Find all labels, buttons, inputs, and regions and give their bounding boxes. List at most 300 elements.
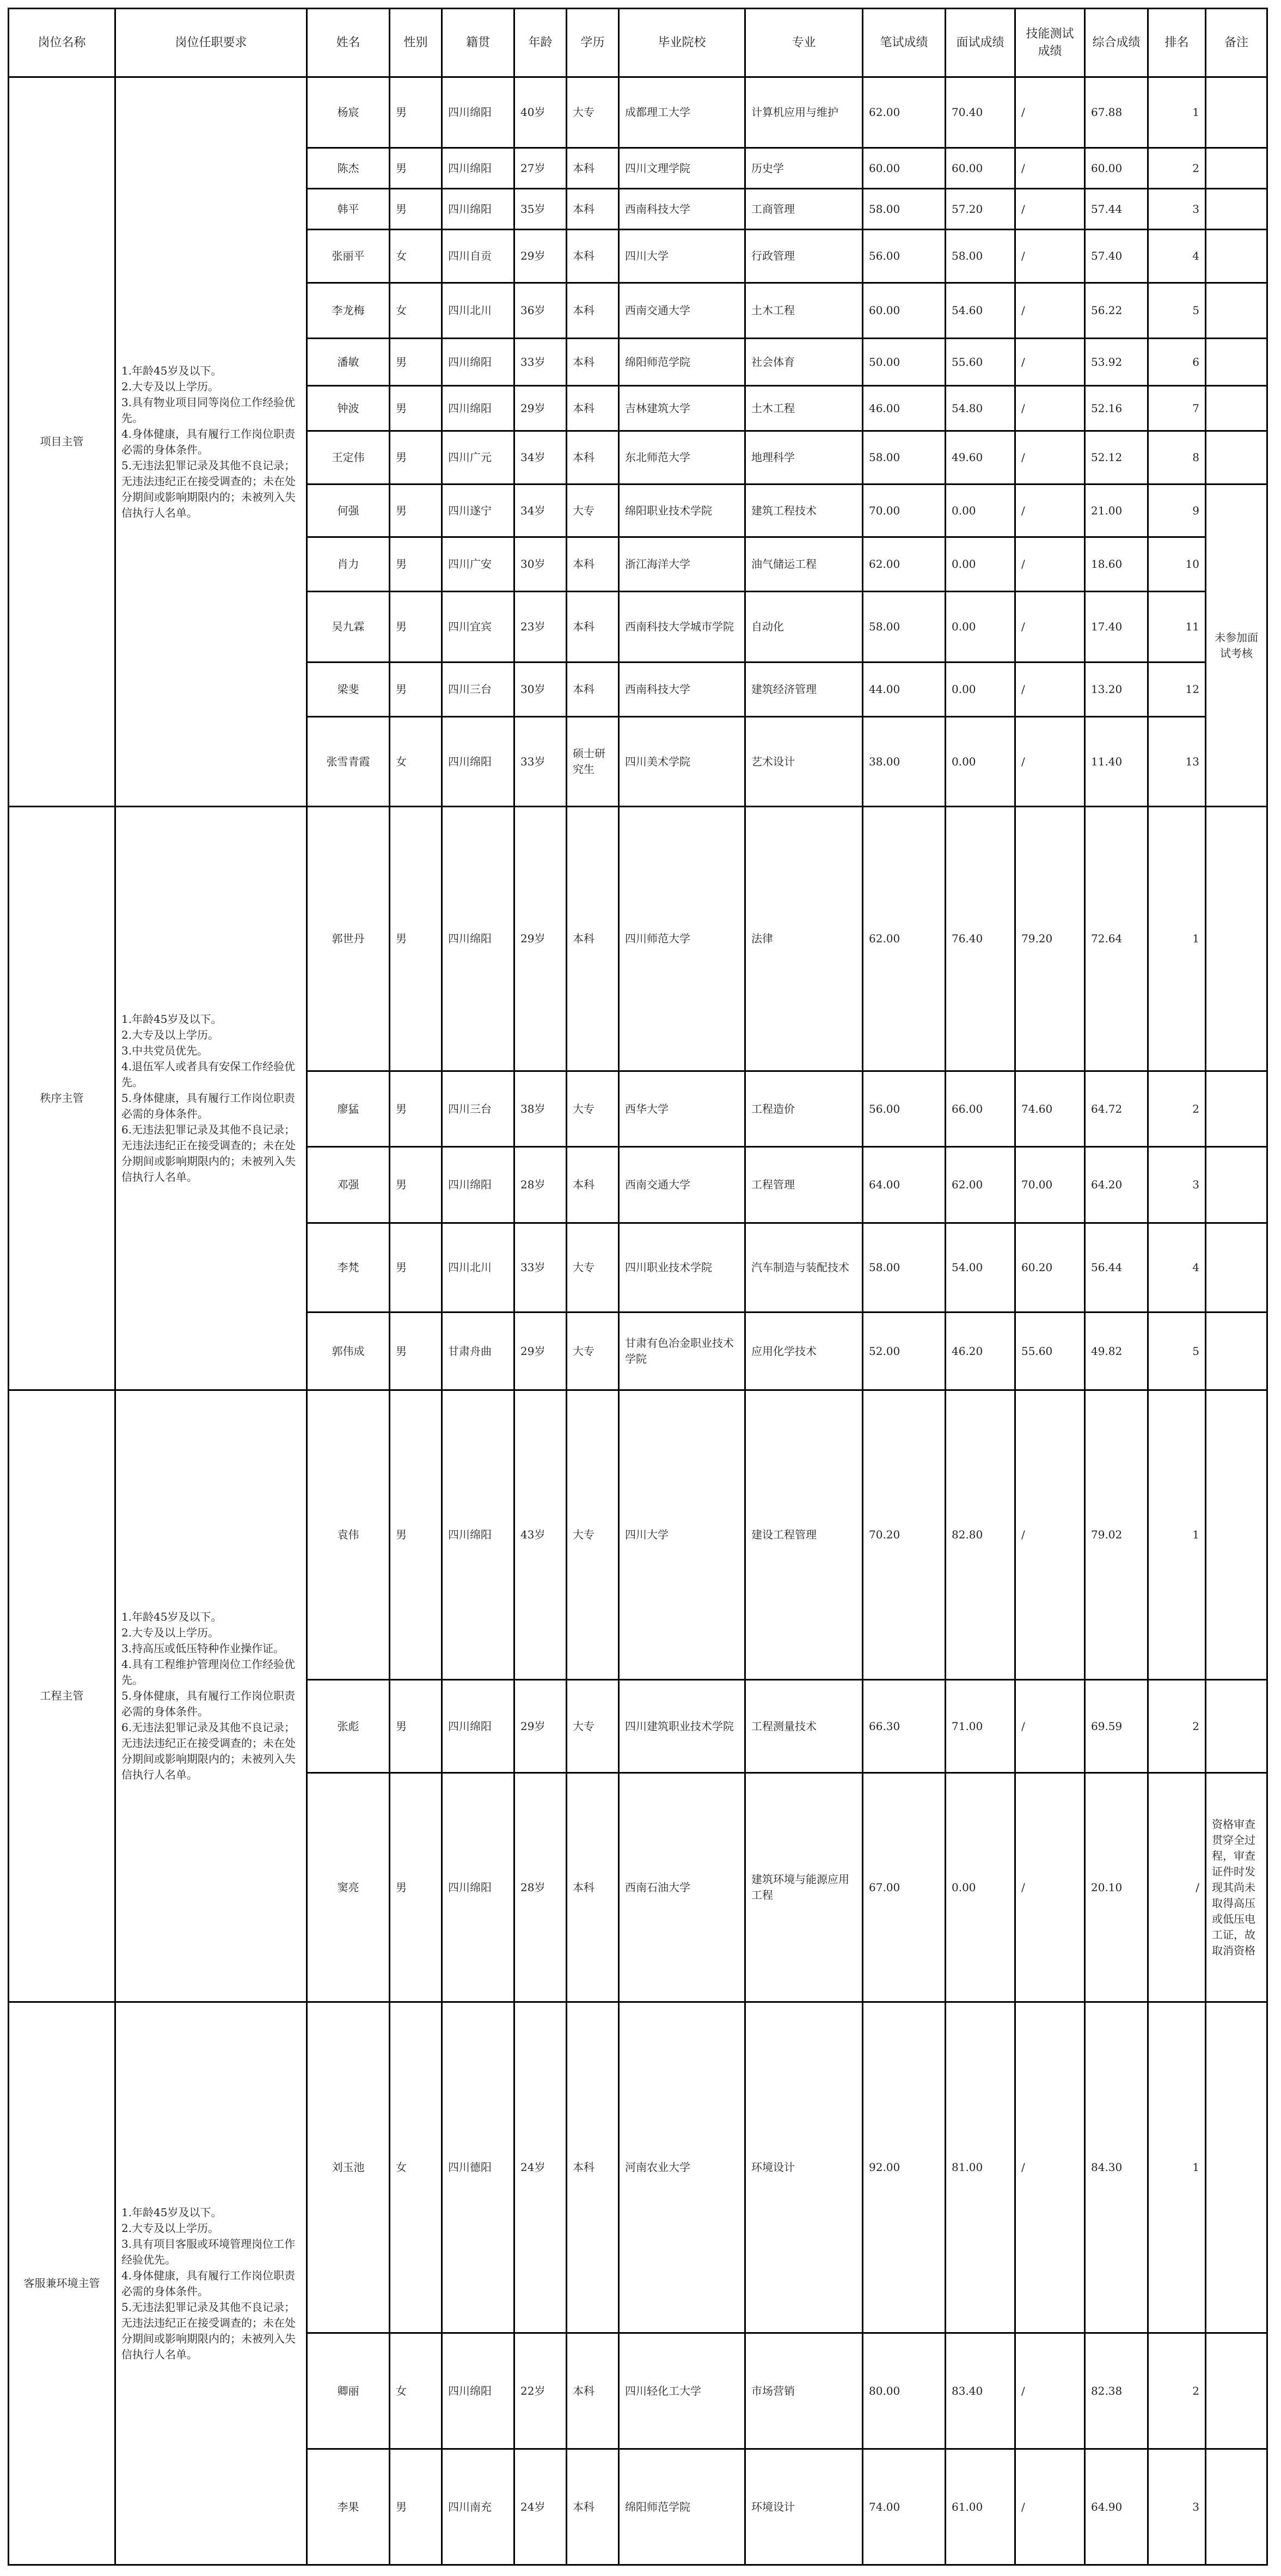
- name-cell: 王定伟: [307, 431, 390, 484]
- written-score-cell: 70.20: [863, 1390, 946, 1680]
- major-cell: 地理科学: [745, 431, 863, 484]
- major-cell: 社会体育: [745, 339, 863, 386]
- interview-score-cell: 54.00: [946, 1223, 1015, 1312]
- school-cell: 绵阳师范学院: [619, 2449, 745, 2565]
- hometown-cell: 四川北川: [442, 283, 514, 339]
- age-cell: 23岁: [514, 592, 567, 663]
- name-cell: 刘玉池: [307, 2002, 390, 2333]
- interview-score-cell: 49.60: [946, 431, 1015, 484]
- col-header-age: 年龄: [514, 9, 567, 77]
- col-header-rank: 排名: [1148, 9, 1206, 77]
- school-cell: 成都理工大学: [619, 77, 745, 148]
- education-cell: 硕士研究生: [567, 717, 619, 807]
- education-cell: 大专: [567, 1071, 619, 1147]
- written-score-cell: 64.00: [863, 1147, 946, 1223]
- written-score-cell: 60.00: [863, 283, 946, 339]
- education-cell: 本科: [567, 592, 619, 663]
- interview-score-cell: 0.00: [946, 663, 1015, 717]
- rank-cell: 7: [1148, 386, 1206, 431]
- skill-score-cell: /: [1015, 592, 1085, 663]
- interview-score-cell: 54.80: [946, 386, 1015, 431]
- requirement-item: 3.中共党员优先。: [121, 1044, 209, 1057]
- name-cell: 李梵: [307, 1223, 390, 1312]
- school-cell: 四川大学: [619, 230, 745, 283]
- note-cell: 资格审查贯穿全过程，审查证件时发现其尚未取得高压或低压电工证，故取消资格: [1206, 1773, 1267, 2002]
- col-header-school: 毕业院校: [619, 9, 745, 77]
- requirement-item: 5.无违法犯罪记录及其他不良记录；无违法违纪正在接受调查的；未在处分期间或影响期限内的；未被列入失信执行人名单。: [121, 2300, 296, 2361]
- name-cell: 陈杰: [307, 148, 390, 189]
- total-score-cell: 79.02: [1085, 1390, 1148, 1680]
- skill-score-cell: /: [1015, 77, 1085, 148]
- name-cell: 李龙梅: [307, 283, 390, 339]
- education-cell: 本科: [567, 663, 619, 717]
- hometown-cell: 四川南充: [442, 2449, 514, 2565]
- rank-cell: 8: [1148, 431, 1206, 484]
- skill-score-cell: /: [1015, 1773, 1085, 2002]
- written-score-cell: 44.00: [863, 663, 946, 717]
- table-row: [9, 1390, 1267, 1680]
- group-note-cell: 未参加面试考核: [1206, 484, 1267, 807]
- gender-cell: 男: [390, 1223, 442, 1312]
- school-cell: 四川建筑职业技术学院: [619, 1680, 745, 1773]
- major-cell: 建筑经济管理: [745, 663, 863, 717]
- name-cell: 张丽平: [307, 230, 390, 283]
- gender-cell: 男: [390, 189, 442, 230]
- requirement-item: 3.持高压或低压特种作业操作证。: [121, 1642, 285, 1655]
- interview-score-cell: 54.60: [946, 283, 1015, 339]
- requirement-item: 4.具有工程维护管理岗位工作经验优先。: [121, 1658, 296, 1686]
- name-cell: 潘敏: [307, 339, 390, 386]
- skill-score-cell: 70.00: [1015, 1147, 1085, 1223]
- interview-score-cell: 82.80: [946, 1390, 1015, 1680]
- name-cell: 李果: [307, 2449, 390, 2565]
- written-score-cell: 58.00: [863, 592, 946, 663]
- gender-cell: 男: [390, 537, 442, 592]
- name-cell: 袁伟: [307, 1390, 390, 1680]
- skill-score-cell: /: [1015, 484, 1085, 537]
- school-cell: 四川大学: [619, 1390, 745, 1680]
- education-cell: 本科: [567, 283, 619, 339]
- age-cell: 28岁: [514, 1773, 567, 2002]
- major-cell: 建筑工程技术: [745, 484, 863, 537]
- requirement-item: 5.无违法犯罪记录及其他不良记录；无违法违纪正在接受调查的；未在处分期间或影响期限内的；未被列入失信执行人名单。: [121, 458, 296, 519]
- skill-score-cell: /: [1015, 2333, 1085, 2449]
- gender-cell: 男: [390, 663, 442, 717]
- total-score-cell: 57.40: [1085, 230, 1148, 283]
- interview-score-cell: 60.00: [946, 148, 1015, 189]
- requirement-item: 6.无违法犯罪记录及其他不良记录；无违法违纪正在接受调查的；未在处分期间或影响期限内的；未被列入失信执行人名单。: [121, 1721, 296, 1781]
- age-cell: 36岁: [514, 283, 567, 339]
- skill-score-cell: /: [1015, 717, 1085, 807]
- school-cell: 四川美术学院: [619, 717, 745, 807]
- education-cell: 本科: [567, 230, 619, 283]
- table-row: [9, 807, 1267, 1071]
- school-cell: 西南科技大学城市学院: [619, 592, 745, 663]
- education-cell: 本科: [567, 431, 619, 484]
- skill-score-cell: /: [1015, 189, 1085, 230]
- gender-cell: 男: [390, 1312, 442, 1390]
- gender-cell: 男: [390, 431, 442, 484]
- written-score-cell: 74.00: [863, 2449, 946, 2565]
- written-score-cell: 38.00: [863, 717, 946, 807]
- total-score-cell: 82.38: [1085, 2333, 1148, 2449]
- skill-score-cell: /: [1015, 386, 1085, 431]
- total-score-cell: 17.40: [1085, 592, 1148, 663]
- rank-cell: 11: [1148, 592, 1206, 663]
- requirements-cell: [115, 807, 307, 1390]
- education-cell: 大专: [567, 1390, 619, 1680]
- age-cell: 34岁: [514, 431, 567, 484]
- school-cell: 东北师范大学: [619, 431, 745, 484]
- skill-score-cell: /: [1015, 1390, 1085, 1680]
- note-cell: [1206, 1680, 1267, 1773]
- gender-cell: 女: [390, 2333, 442, 2449]
- education-cell: 本科: [567, 537, 619, 592]
- note-cell: [1206, 1312, 1267, 1390]
- col-header-interview: 面试成绩: [946, 9, 1015, 77]
- age-cell: 22岁: [514, 2333, 567, 2449]
- hometown-cell: 四川绵阳: [442, 339, 514, 386]
- major-cell: 法律: [745, 807, 863, 1071]
- major-cell: 油气储运工程: [745, 537, 863, 592]
- skill-score-cell: /: [1015, 2449, 1085, 2565]
- name-cell: 邓强: [307, 1147, 390, 1223]
- name-cell: 肖力: [307, 537, 390, 592]
- hometown-cell: 四川绵阳: [442, 807, 514, 1071]
- col-header-written: 笔试成绩: [863, 9, 946, 77]
- hometown-cell: 四川绵阳: [442, 1147, 514, 1223]
- rank-cell: 1: [1148, 77, 1206, 148]
- skill-score-cell: /: [1015, 283, 1085, 339]
- hometown-cell: 四川自贡: [442, 230, 514, 283]
- note-cell: [1206, 77, 1267, 148]
- hometown-cell: 四川绵阳: [442, 1390, 514, 1680]
- interview-score-cell: 76.40: [946, 807, 1015, 1071]
- requirement-item: 4.退伍军人或者具有安保工作经验优先。: [121, 1060, 296, 1089]
- age-cell: 29岁: [514, 386, 567, 431]
- age-cell: 27岁: [514, 148, 567, 189]
- hometown-cell: 四川北川: [442, 1223, 514, 1312]
- gender-cell: 女: [390, 230, 442, 283]
- interview-score-cell: 83.40: [946, 2333, 1015, 2449]
- total-score-cell: 52.12: [1085, 431, 1148, 484]
- table-row: [9, 2002, 1267, 2333]
- skill-score-cell: /: [1015, 663, 1085, 717]
- name-cell: 窦亮: [307, 1773, 390, 2002]
- school-cell: 四川轻化工大学: [619, 2333, 745, 2449]
- requirement-item: 1.年龄45岁及以下。: [121, 2205, 222, 2219]
- hometown-cell: 四川绵阳: [442, 386, 514, 431]
- major-cell: 环境设计: [745, 2002, 863, 2333]
- requirement-item: 2.大专及以上学历。: [121, 1626, 219, 1639]
- interview-score-cell: 71.00: [946, 1680, 1015, 1773]
- skill-score-cell: /: [1015, 148, 1085, 189]
- name-cell: 郭世丹: [307, 807, 390, 1071]
- note-cell: [1206, 2333, 1267, 2449]
- hometown-cell: 四川绵阳: [442, 2333, 514, 2449]
- rank-cell: 9: [1148, 484, 1206, 537]
- age-cell: 29岁: [514, 1680, 567, 1773]
- major-cell: 艺术设计: [745, 717, 863, 807]
- skill-score-cell: 79.20: [1015, 807, 1085, 1071]
- education-cell: 本科: [567, 1773, 619, 2002]
- note-cell: [1206, 148, 1267, 189]
- hometown-cell: 四川广元: [442, 431, 514, 484]
- education-cell: 本科: [567, 807, 619, 1071]
- interview-score-cell: 81.00: [946, 2002, 1015, 2333]
- written-score-cell: 52.00: [863, 1312, 946, 1390]
- major-cell: 行政管理: [745, 230, 863, 283]
- interview-score-cell: 0.00: [946, 717, 1015, 807]
- rank-cell: 4: [1148, 1223, 1206, 1312]
- hometown-cell: 四川德阳: [442, 2002, 514, 2333]
- hometown-cell: 四川广安: [442, 537, 514, 592]
- requirement-item: 2.大专及以上学历。: [121, 2221, 219, 2235]
- requirement-item: 4.身体健康，具有履行工作岗位职责必需的身体条件。: [121, 427, 296, 456]
- header-row: [9, 9, 1267, 77]
- major-cell: 自动化: [745, 592, 863, 663]
- rank-cell: 2: [1148, 148, 1206, 189]
- total-score-cell: 13.20: [1085, 663, 1148, 717]
- total-score-cell: 72.64: [1085, 807, 1148, 1071]
- position-name-cell: 工程主管: [9, 1390, 115, 2002]
- name-cell: 梁斐: [307, 663, 390, 717]
- gender-cell: 男: [390, 386, 442, 431]
- gender-cell: 男: [390, 484, 442, 537]
- written-score-cell: 62.00: [863, 537, 946, 592]
- interview-score-cell: 70.40: [946, 77, 1015, 148]
- age-cell: 24岁: [514, 2449, 567, 2565]
- requirement-item: 3.具有项目客服或环境管理岗位工作经验优先。: [121, 2237, 296, 2266]
- rank-cell: 1: [1148, 1390, 1206, 1680]
- written-score-cell: 70.00: [863, 484, 946, 537]
- skill-score-cell: /: [1015, 339, 1085, 386]
- school-cell: 四川文理学院: [619, 148, 745, 189]
- total-score-cell: 11.40: [1085, 717, 1148, 807]
- note-cell: [1206, 386, 1267, 431]
- major-cell: 环境设计: [745, 2449, 863, 2565]
- gender-cell: 男: [390, 2449, 442, 2565]
- rank-cell: 3: [1148, 2449, 1206, 2565]
- note-cell: [1206, 1147, 1267, 1223]
- school-cell: 四川师范大学: [619, 807, 745, 1071]
- education-cell: 本科: [567, 339, 619, 386]
- major-cell: 土木工程: [745, 283, 863, 339]
- major-cell: 建筑环境与能源应用工程: [745, 1773, 863, 2002]
- total-score-cell: 67.88: [1085, 77, 1148, 148]
- interview-score-cell: 0.00: [946, 484, 1015, 537]
- school-cell: 浙江海洋大学: [619, 537, 745, 592]
- written-score-cell: 92.00: [863, 2002, 946, 2333]
- written-score-cell: 50.00: [863, 339, 946, 386]
- skill-score-cell: /: [1015, 230, 1085, 283]
- position-name-cell: 客服兼环境主管: [9, 2002, 115, 2565]
- education-cell: 大专: [567, 1223, 619, 1312]
- total-score-cell: 56.22: [1085, 283, 1148, 339]
- age-cell: 30岁: [514, 663, 567, 717]
- name-cell: 杨宸: [307, 77, 390, 148]
- interview-score-cell: 0.00: [946, 1773, 1015, 2002]
- major-cell: 汽车制造与装配技术: [745, 1223, 863, 1312]
- major-cell: 工商管理: [745, 189, 863, 230]
- name-cell: 卿丽: [307, 2333, 390, 2449]
- requirements-cell: [115, 2002, 307, 2565]
- major-cell: 市场营销: [745, 2333, 863, 2449]
- school-cell: 四川职业技术学院: [619, 1223, 745, 1312]
- interview-score-cell: 57.20: [946, 189, 1015, 230]
- hometown-cell: 四川三台: [442, 663, 514, 717]
- note-cell: [1206, 1071, 1267, 1147]
- education-cell: 本科: [567, 2002, 619, 2333]
- position-name-cell: 秩序主管: [9, 807, 115, 1390]
- gender-cell: 女: [390, 2002, 442, 2333]
- rank-cell: 1: [1148, 2002, 1206, 2333]
- name-cell: 何强: [307, 484, 390, 537]
- interview-score-cell: 0.00: [946, 537, 1015, 592]
- education-cell: 本科: [567, 2333, 619, 2449]
- hometown-cell: 四川三台: [442, 1071, 514, 1147]
- col-header-education: 学历: [567, 9, 619, 77]
- education-cell: 大专: [567, 484, 619, 537]
- requirements-cell: [115, 1390, 307, 2002]
- major-cell: 工程测量技术: [745, 1680, 863, 1773]
- school-cell: 吉林建筑大学: [619, 386, 745, 431]
- total-score-cell: 84.30: [1085, 2002, 1148, 2333]
- total-score-cell: 53.92: [1085, 339, 1148, 386]
- major-cell: 应用化学技术: [745, 1312, 863, 1390]
- note-cell: [1206, 2449, 1267, 2565]
- age-cell: 40岁: [514, 77, 567, 148]
- major-cell: 建设工程管理: [745, 1390, 863, 1680]
- major-cell: 工程造价: [745, 1071, 863, 1147]
- education-cell: 大专: [567, 1680, 619, 1773]
- school-cell: 西南科技大学: [619, 663, 745, 717]
- education-cell: 本科: [567, 1147, 619, 1223]
- requirement-item: 3.具有物业项目同等岗位工作经验优先。: [121, 395, 296, 425]
- skill-score-cell: /: [1015, 2002, 1085, 2333]
- hometown-cell: 四川绵阳: [442, 148, 514, 189]
- education-cell: 本科: [567, 148, 619, 189]
- hometown-cell: 四川绵阳: [442, 77, 514, 148]
- rank-cell: 3: [1148, 189, 1206, 230]
- school-cell: 河南农业大学: [619, 2002, 745, 2333]
- gender-cell: 男: [390, 1773, 442, 2002]
- interview-score-cell: 0.00: [946, 592, 1015, 663]
- written-score-cell: 80.00: [863, 2333, 946, 2449]
- requirement-item: 2.大专及以上学历。: [121, 379, 219, 393]
- skill-score-cell: 55.60: [1015, 1312, 1085, 1390]
- school-cell: 绵阳师范学院: [619, 339, 745, 386]
- age-cell: 30岁: [514, 537, 567, 592]
- hometown-cell: 四川绵阳: [442, 189, 514, 230]
- major-cell: 工程管理: [745, 1147, 863, 1223]
- written-score-cell: 62.00: [863, 807, 946, 1071]
- rank-cell: 6: [1148, 339, 1206, 386]
- written-score-cell: 56.00: [863, 230, 946, 283]
- hometown-cell: 四川宜宾: [442, 592, 514, 663]
- interview-score-cell: 55.60: [946, 339, 1015, 386]
- gender-cell: 男: [390, 592, 442, 663]
- education-cell: 本科: [567, 2449, 619, 2565]
- gender-cell: 男: [390, 1147, 442, 1223]
- school-cell: 西南石油大学: [619, 1773, 745, 2002]
- name-cell: 廖猛: [307, 1071, 390, 1147]
- major-cell: 土木工程: [745, 386, 863, 431]
- name-cell: 郭伟成: [307, 1312, 390, 1390]
- rank-cell: 3: [1148, 1147, 1206, 1223]
- hometown-cell: 四川绵阳: [442, 1680, 514, 1773]
- rank-cell: 5: [1148, 1312, 1206, 1390]
- hometown-cell: 四川绵阳: [442, 1773, 514, 2002]
- education-cell: 本科: [567, 386, 619, 431]
- gender-cell: 女: [390, 283, 442, 339]
- hometown-cell: 四川绵阳: [442, 717, 514, 807]
- written-score-cell: 58.00: [863, 189, 946, 230]
- col-header-requirements: 岗位任职要求: [115, 9, 307, 77]
- position-name-cell: 项目主管: [9, 77, 115, 807]
- total-score-cell: 20.10: [1085, 1773, 1148, 2002]
- written-score-cell: 62.00: [863, 77, 946, 148]
- rank-cell: 2: [1148, 2333, 1206, 2449]
- col-header-hometown: 籍贯: [442, 9, 514, 77]
- hometown-cell: 甘肃舟曲: [442, 1312, 514, 1390]
- major-cell: 历史学: [745, 148, 863, 189]
- education-cell: 大专: [567, 77, 619, 148]
- note-cell: [1206, 2002, 1267, 2333]
- total-score-cell: 21.00: [1085, 484, 1148, 537]
- total-score-cell: 69.59: [1085, 1680, 1148, 1773]
- requirement-item: 4.身体健康，具有履行工作岗位职责必需的身体条件。: [121, 2268, 296, 2298]
- col-header-gender: 性别: [390, 9, 442, 77]
- education-cell: 本科: [567, 189, 619, 230]
- written-score-cell: 60.00: [863, 148, 946, 189]
- skill-score-cell: 74.60: [1015, 1071, 1085, 1147]
- col-header-total: 综合成绩: [1085, 9, 1148, 77]
- name-cell: 吴九霖: [307, 592, 390, 663]
- gender-cell: 男: [390, 1071, 442, 1147]
- interview-score-cell: 46.20: [946, 1312, 1015, 1390]
- gender-cell: 男: [390, 1390, 442, 1680]
- total-score-cell: 60.00: [1085, 148, 1148, 189]
- total-score-cell: 56.44: [1085, 1223, 1148, 1312]
- interview-score-cell: 61.00: [946, 2449, 1015, 2565]
- rank-cell: 13: [1148, 717, 1206, 807]
- age-cell: 35岁: [514, 189, 567, 230]
- note-cell: [1206, 189, 1267, 230]
- interview-score-cell: 62.00: [946, 1147, 1015, 1223]
- note-cell: [1206, 807, 1267, 1071]
- age-cell: 29岁: [514, 230, 567, 283]
- school-cell: 西华大学: [619, 1071, 745, 1147]
- col-header-skill: 技能测试成绩: [1015, 9, 1085, 77]
- note-cell: [1206, 230, 1267, 283]
- age-cell: 43岁: [514, 1390, 567, 1680]
- name-cell: 张彪: [307, 1680, 390, 1773]
- total-score-cell: 64.90: [1085, 2449, 1148, 2565]
- requirement-item: 1.年龄45岁及以下。: [121, 1610, 222, 1623]
- requirement-item: 2.大专及以上学历。: [121, 1028, 219, 1041]
- skill-score-cell: /: [1015, 431, 1085, 484]
- school-cell: 绵阳职业技术学院: [619, 484, 745, 537]
- total-score-cell: 57.44: [1085, 189, 1148, 230]
- rank-cell: 4: [1148, 230, 1206, 283]
- interview-score-cell: 58.00: [946, 230, 1015, 283]
- table-row: [9, 77, 1267, 148]
- written-score-cell: 67.00: [863, 1773, 946, 2002]
- note-cell: [1206, 1223, 1267, 1312]
- major-cell: 计算机应用与维护: [745, 77, 863, 148]
- age-cell: 28岁: [514, 1147, 567, 1223]
